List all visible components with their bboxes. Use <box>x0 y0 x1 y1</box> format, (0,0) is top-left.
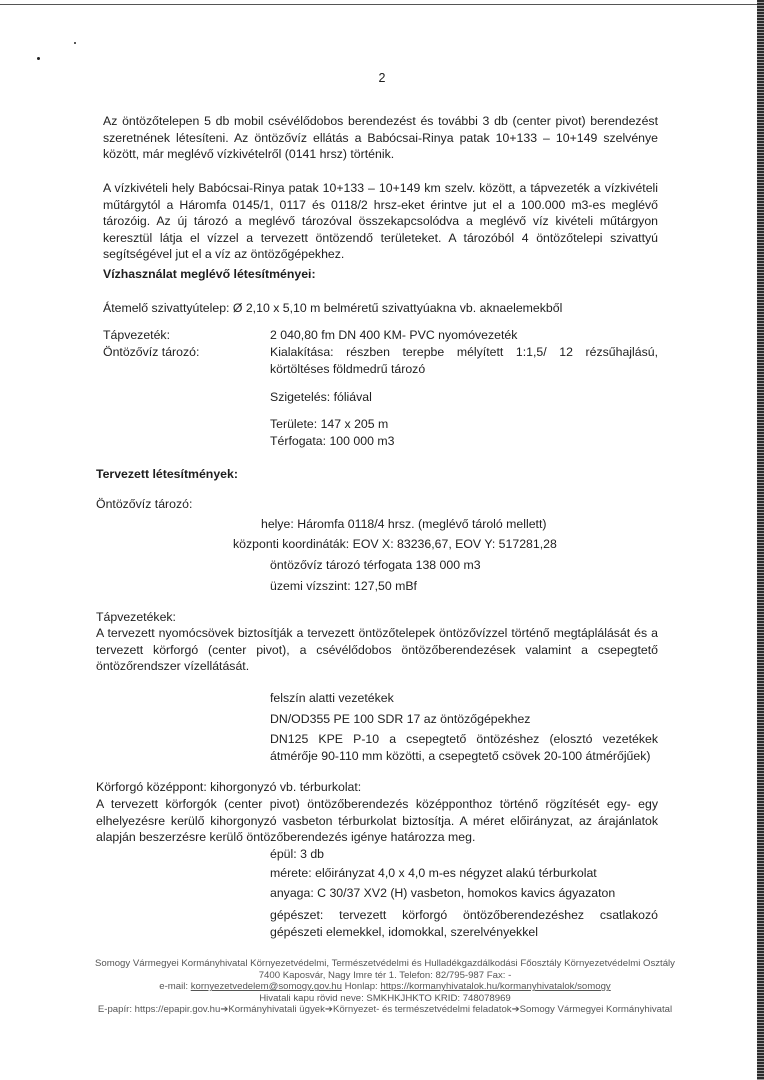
footer <box>60 958 710 1016</box>
scan-right-edge <box>757 0 764 1080</box>
existing-reservoir-value: Kialakítása: részben terepbe mélyített 1:1,5/ 12 rézsűhajlású, körtöltéses földmedrű tározó <box>270 345 658 376</box>
supply-line-label: Tápvezeték: <box>103 328 170 342</box>
planned-coordinates: központi koordináták: EOV X: 83236,67, EOV Y: 517281,28 <box>233 537 557 551</box>
planned-location: helye: Háromfa 0118/4 hrsz. (meglévő tároló mellett) <box>261 517 547 531</box>
supply-lines-heading: Tápvezetékek: <box>96 610 176 624</box>
planned-water-level: üzemi vízszint: 127,50 mBf <box>270 579 417 593</box>
volume-text: Térfogata: 100 000 m3 <box>270 434 395 448</box>
pump-station-text: Átemelő szivattyútelep: Ø 2,10 x 5,10 m belméretű szivattyúakna vb. aknaelemekből <box>103 301 563 315</box>
pivot-mechanics: gépészet: tervezett körforgó öntözőberendezéshez csatlakozó gépészeti elemekkel, idomokkal, szerelvényekkel <box>270 908 658 939</box>
footer-line-3 <box>60 981 710 993</box>
pivot-paragraph: A tervezett körforgók (center pivot) öntözőberendezés középponthoz történő rögzítését egy- egy elhelyezésre kerülő kihorgonyzó vasbeton térburkolat biztosítja. A méret előirányzat, az árajánlatok alapján beszerzésre kerülő öntözőberendezés igénye határozza meg. <box>96 797 658 844</box>
page-number: 2 <box>378 71 386 85</box>
existing-heading: Vízhasználat meglévő létesítményei: <box>103 267 316 281</box>
footer-line-2: 7400 Kaposvár, Nagy Imre tér 1. Telefon: 82/795-987 Fax: - <box>258 969 512 981</box>
insulation-text: Szigetelés: fóliával <box>270 390 372 404</box>
pivot-material: anyaga: C 30/37 XV2 (H) vasbeton, homokos kavics ágyazaton <box>270 886 616 900</box>
scan-speck <box>37 57 40 60</box>
supply-line-value: 2 040,80 fm DN 400 KM- PVC nyomóvezeték <box>270 328 518 342</box>
intro-paragraph-2: A vízkivételi hely Babócsai-Rinya patak 10+133 – 10+149 km szelv. között, a tápvezeték a vízkivételi műtárgytól a Háromfa 0145/1, 0117 és 0118/2 hrsz-eket érintve jut el a 100.000 m3-es meglévő tározóig. Az új tározó a meglévő tározóval összekapcsolódva a meglévő víz kivételi műtárgyon keresztül látja el vízzel a tervezett öntözendő területeket. A tározóból 4 öntözőtelepi szivattyú segítségével jut el a víz az öntözőgépekhez. <box>103 181 658 261</box>
scan-top-rule <box>0 4 764 5</box>
pivot-heading: Körforgó középpont: kihorgonyzó vb. térburkolat: <box>96 780 362 794</box>
existing-reservoir-row <box>103 344 658 378</box>
planned-reservoir-label: Öntözővíz tározó: <box>96 497 193 511</box>
supply-lines-paragraph: A tervezett nyomócsövek biztosítják a tervezett öntözőtelepek öntözővízzel történő megtáplálását és a tervezett körforgó (center pivot), a csévélődobos öntözőberendezések valamint a csepegtető öntözőrendszer vízellátását. <box>96 626 658 673</box>
footer-line-4: Hivatali kapu rövid neve: SMKHKJHKTO KRID: 748078969 <box>259 992 511 1004</box>
footer-web-label: Honlap: <box>344 981 378 993</box>
supply-line-row <box>103 327 658 343</box>
footer-line-5: E-papír: https://epapir.gov.hu➔Kormányhivatali ügyek➔Környezet- és természetvédelmi feladatok➔Somogy Vármegyei Kormányhivatal <box>97 1004 673 1016</box>
area-text: Területe: 147 x 205 m <box>270 417 389 431</box>
pivot-size: mérete: előirányzat 4,0 x 4,0 m-es négyzet alakú térburkolat <box>270 866 597 880</box>
footer-email-label: e-mail: <box>159 981 189 993</box>
scan-speck <box>74 42 76 44</box>
planned-volume: öntözővíz tározó térfogata 138 000 m3 <box>270 558 481 572</box>
supply-lines-item-2: DN/OD355 PE 100 SDR 17 az öntözőgépekhez <box>270 712 531 726</box>
intro-paragraph-1: Az öntözőtelepen 5 db mobil csévélődobos berendezést és további 3 db (center pivot) berendezést szeretnének létesíteni. Az öntözővíz ellátás a Babócsai-Rinya patak 10+133 – 10+149 szelvénye között, már meglévő vízkivételről (0141 hrsz) történik. <box>103 114 658 161</box>
existing-reservoir-label: Öntözővíz tározó: <box>103 345 200 359</box>
footer-web-link[interactable]: https://kormanyhivatalok.hu/kormanyhivatalok/somogy <box>380 981 611 993</box>
planned-heading: Tervezett létesítmények: <box>96 467 238 481</box>
footer-email-link[interactable]: kornyezetvedelem@somogy.gov.hu <box>190 981 342 993</box>
supply-lines-item-1: felszín alatti vezetékek <box>270 691 394 705</box>
supply-lines-item-3: DN125 KPE P-10 a csepegtető öntözéshez (elosztó vezetékek átmérője 90-110 mm közötti, a csepegtető csövek 20-100 átmérőjűek) <box>270 732 658 763</box>
footer-line-1: Somogy Vármegyei Kormányhivatal Környezetvédelmi, Természetvédelmi és Hulladékgazdálkodási Főosztály Környezetvédelmi Osztály <box>95 958 675 969</box>
pivot-build: épül: 3 db <box>270 847 325 861</box>
